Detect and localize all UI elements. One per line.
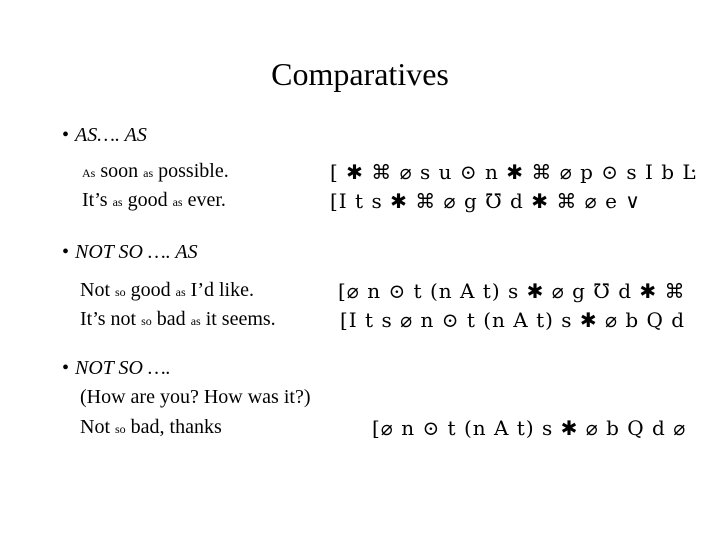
section-heading-as-as: • AS…. AS	[62, 124, 147, 146]
phonetic-transcription: [I t s ⌀ n ⊙ t (n A t) s ✱ ⌀ b Q d	[340, 308, 686, 332]
section-heading-not-so: • NOT SO ….	[62, 357, 171, 379]
bullet-icon: •	[62, 357, 70, 379]
example-line: It’s as good as ever.	[82, 189, 226, 211]
bullet-icon: •	[62, 124, 70, 146]
example-line: Not so good as I’d like.	[80, 279, 254, 301]
example-line: As soon as possible.	[82, 160, 229, 182]
phonetic-transcription: [ ✱ ⌘ ⌀ s u ⊙ n ✱ ⌘ ⌀ p ⊙ s I b Ŀ	[330, 160, 697, 184]
phonetic-transcription: [⌀ n ⊙ t (n A t) s ✱ ⌀ g ℧ d ✱ ⌘	[338, 279, 686, 303]
phonetic-transcription: [⌀ n ⊙ t (n A t) s ✱ ⌀ b Q d ⌀	[372, 416, 687, 440]
phonetic-transcription: [I t s ✱ ⌘ ⌀ g ℧ d ✱ ⌘ ⌀ e ∨	[330, 189, 641, 213]
example-line: Not so bad, thanks	[80, 416, 222, 438]
example-line: It’s not so bad as it seems.	[80, 308, 276, 330]
section-heading-not-so-as: • NOT SO …. AS	[62, 241, 198, 263]
bullet-icon: •	[62, 241, 70, 263]
example-line: (How are you? How was it?)	[80, 386, 311, 408]
slide-title: Comparatives	[271, 56, 449, 92]
